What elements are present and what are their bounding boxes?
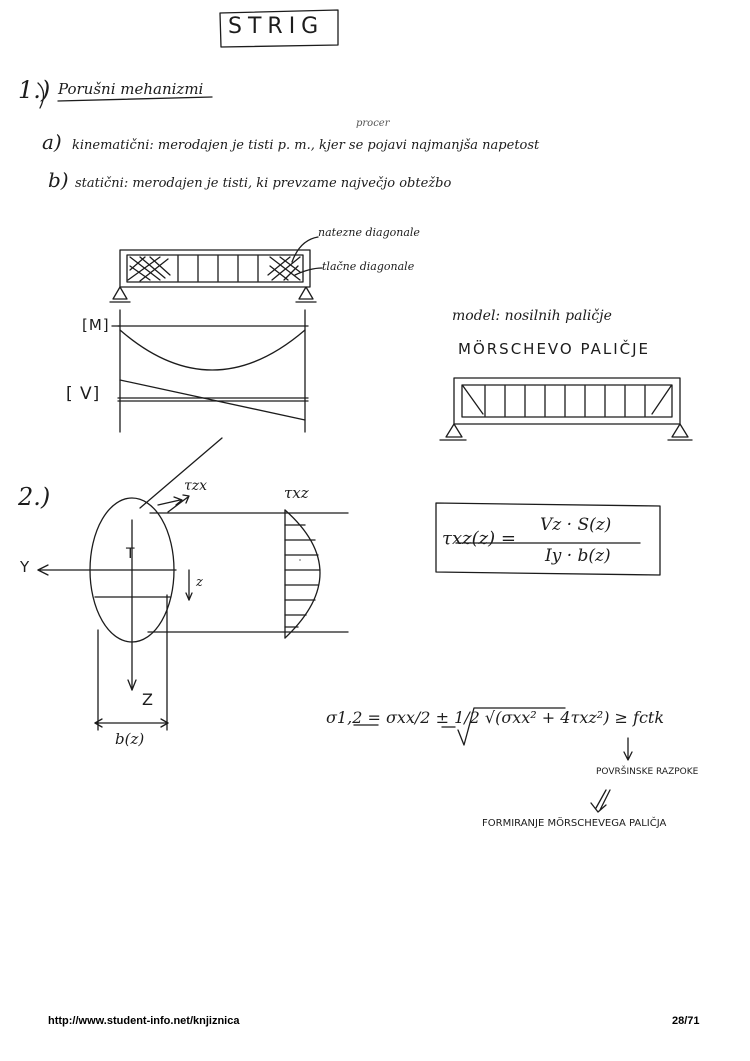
beam-diagonals-sketch <box>110 237 322 302</box>
page-title: STRIG <box>228 14 325 39</box>
item-a-note: procer <box>356 118 390 129</box>
label-tlacne-diagonale: tlačne diagonale <box>322 260 415 273</box>
shear-diagram-label: [ V] <box>66 384 101 404</box>
note-forming-truss: FORMIRANJE MÖRSCHEVEGA PALIČJA <box>482 818 667 829</box>
axis-z-small-label: z <box>196 575 203 590</box>
model-text: model: nosilnih paličje <box>452 308 612 324</box>
axis-y-label: Y <box>20 558 31 576</box>
morsch-truss-title: MÖRSCHEVO PALIČJE <box>458 340 650 358</box>
footer-url[interactable]: http://www.student-info.net/knjiznica <box>48 1015 240 1027</box>
shear-formula-numerator: Vz · S(z) <box>540 515 612 535</box>
shear-formula-denominator: Iy · b(z) <box>545 546 611 566</box>
morsch-truss-sketch <box>440 378 692 440</box>
section-1-number: 1.) <box>18 76 51 104</box>
tau-xz-label: τxz <box>284 484 309 502</box>
item-b-text: statični: merodajen je tisti, ki prevzame največjo obtežbo <box>75 176 452 191</box>
label-natezne-diagonale: natezne diagonale <box>318 226 420 239</box>
width-label: b(z) <box>115 730 145 748</box>
section-2-number: 2.) <box>18 483 51 511</box>
item-a-text: kinematični: merodajen je tisti p. m., kjer se pojavi najmanjša napetost <box>72 138 540 153</box>
axis-z-label: Z <box>142 690 154 709</box>
footer-page-number: 28/71 <box>672 1015 700 1027</box>
shear-formula-lhs: τxz(z) = <box>442 528 516 549</box>
note-surface-cracks: POVRŠINSKE RAZPOKE <box>596 767 699 777</box>
item-b-label: b) <box>48 168 69 192</box>
moment-diagram-label: [M] <box>82 316 110 334</box>
principal-stress-formula: σ1,2 = σxx/2 ± 1/2 √(σxx² + 4τxz²) ≥ fctk <box>326 708 665 727</box>
tau-zx-label: τzx <box>184 478 208 494</box>
item-a-label: a) <box>42 130 62 154</box>
moment-shear-diagrams <box>112 310 308 432</box>
section-1-heading: Porušni mehanizmi <box>58 80 204 98</box>
centroid-label: T <box>126 546 136 562</box>
